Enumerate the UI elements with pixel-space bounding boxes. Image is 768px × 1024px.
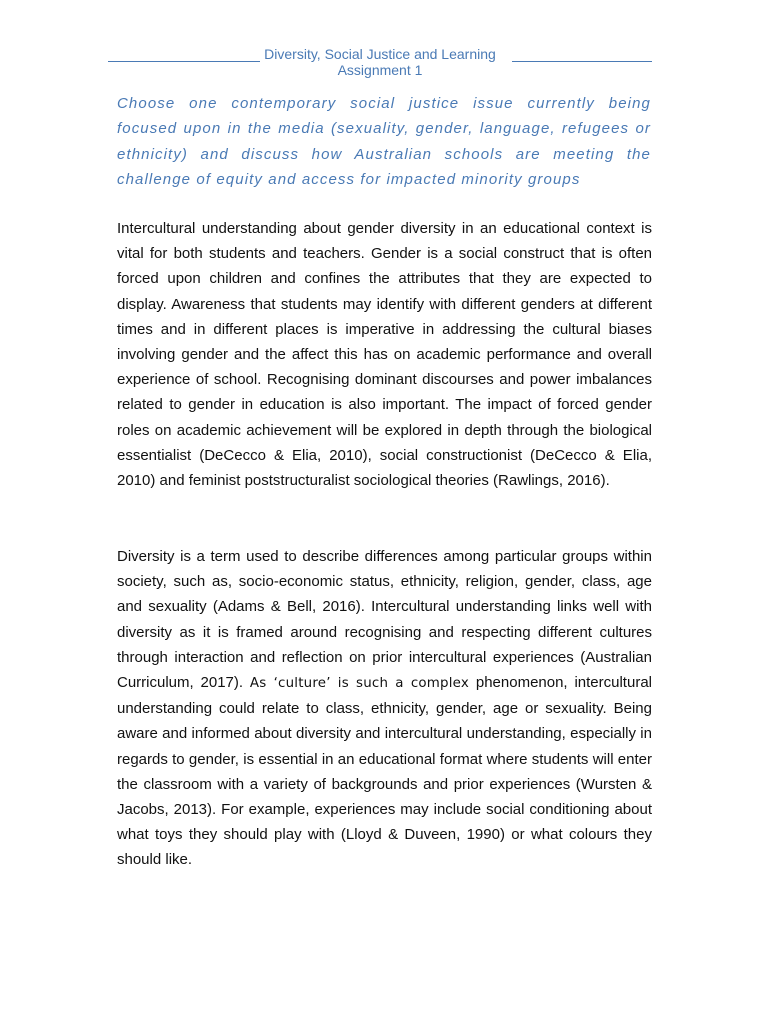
paragraph-2-part-3: phenomenon, intercultural understanding could relate to class, ethnicity, gender, age or sexuality. Being aware and informed about diversity and intercultural understanding, especially in regards to gender, is essential in an educational format where students will enter the classroom with a variety of backgrounds and prior experiences (Wursten & Jacobs, 2013). For example, experiences may include social conditioning about what toys they should play with (Lloyd & Duveen, 1990) or what colours they should like. [117, 674, 652, 869]
document-title: Diversity, Social Justice and Learning [264, 46, 496, 62]
header-rule-left [108, 61, 260, 62]
paragraph-2-part-2: As ‘culture’ is such a complex [249, 676, 469, 692]
paragraph-2-part-1: Diversity is a term used to describe differences among particular groups within society, such as, socio-economic status, ethnicity, religion, gender, class, age and sexuality (Adams & Bell, 2016). Intercultural understanding links well with diversity as it is framed around recognising and respecting different cultures through interaction and reflection on prior intercultural experiences (Australian Curriculum, 2017). [117, 548, 652, 692]
body-paragraph-2 [117, 544, 652, 873]
header-rule-right [512, 61, 652, 62]
body-paragraph-1: Intercultural understanding about gender diversity in an educational context is vital for both students and teachers. Gender is a social construct that is often forced upon children and confines the attributes that they are expected to display. Awareness that students may identify with different genders at different times and in different places is imperative in addressing the cultural biases involving gender and the affect this has on academic performance and overall experience of school. Recognising dominant discourses and power imbalances related to gender in education is also important. The impact of forced gender roles on academic achievement will be explored in depth through the biological essentialist (DeCecco & Elia, 2010), social constructionist (DeCecco & Elia, 2010) and feminist poststructuralist sociological theories (Rawlings, 2016). [117, 220, 652, 490]
assignment-prompt: Choose one contemporary social justice issue currently being focused upon in the media (sexuality, gender, language, refugees or ethnicity) and discuss how Australian schools are meeting the challenge of equity and access for impacted minority groups [117, 95, 651, 189]
document-subtitle: Assignment 1 [337, 62, 423, 78]
document-header [108, 46, 652, 78]
